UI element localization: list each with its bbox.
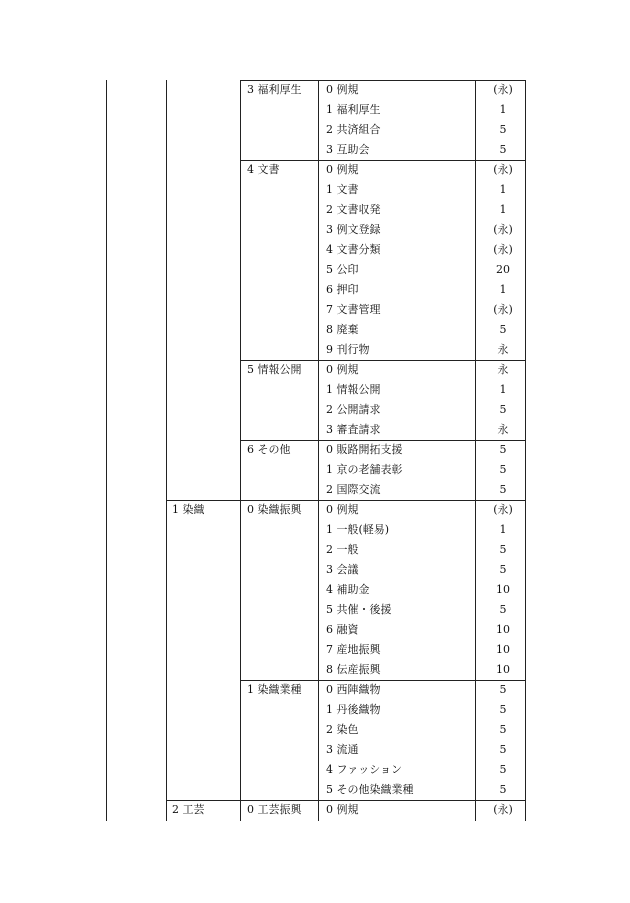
retention-cell: 5 xyxy=(499,763,507,776)
item-cell: 1 文書 xyxy=(326,183,359,196)
item-cell: 4 ファッション xyxy=(326,763,403,776)
retention-cell: 5 xyxy=(499,543,507,556)
retention-cell: 5 xyxy=(499,603,507,616)
retention-cell: (永) xyxy=(493,83,513,96)
retention-cell: (永) xyxy=(493,243,513,256)
retention-cell: 5 xyxy=(499,743,507,756)
col-line-cat xyxy=(240,80,241,821)
item-cell: 1 京の老舗表彰 xyxy=(326,463,403,476)
retention-cell: 永 xyxy=(497,343,509,356)
col-line-item xyxy=(475,80,476,821)
retention-cell: 5 xyxy=(499,443,507,456)
item-cell: 3 流通 xyxy=(326,743,359,756)
retention-cell: 1 xyxy=(499,383,507,396)
retention-cell: 10 xyxy=(496,623,510,636)
retention-cell: 1 xyxy=(499,183,507,196)
retention-cell: 5 xyxy=(499,123,507,136)
item-cell: 4 文書分類 xyxy=(326,243,381,256)
retention-cell: (永) xyxy=(493,223,513,236)
item-cell: 2 共済組合 xyxy=(326,123,381,136)
retention-cell: 10 xyxy=(496,663,510,676)
item-cell: 5 公印 xyxy=(326,263,359,276)
subcategory-cell: 1 染織業種 xyxy=(247,683,302,696)
item-cell: 5 その他染織業種 xyxy=(326,783,414,796)
retention-cell: (永) xyxy=(493,303,513,316)
item-cell: 0 西陣織物 xyxy=(326,683,381,696)
item-cell: 2 染色 xyxy=(326,723,359,736)
item-cell: 1 一般(軽易) xyxy=(326,523,390,536)
retention-cell: 5 xyxy=(499,323,507,336)
item-cell: 3 例文登録 xyxy=(326,223,381,236)
category-cell: 1 染織 xyxy=(172,503,205,516)
retention-cell: 5 xyxy=(499,703,507,716)
item-cell: 0 販路開拓支援 xyxy=(326,443,403,456)
item-cell: 6 押印 xyxy=(326,283,359,296)
item-cell: 1 丹後織物 xyxy=(326,703,381,716)
retention-cell: 5 xyxy=(499,563,507,576)
col-line-outer-2 xyxy=(166,80,167,821)
retention-cell: 1 xyxy=(499,203,507,216)
item-cell: 2 公開請求 xyxy=(326,403,381,416)
item-cell: 0 例規 xyxy=(326,83,359,96)
item-cell: 7 産地振興 xyxy=(326,643,381,656)
item-cell: 7 文書管理 xyxy=(326,303,381,316)
retention-cell: 10 xyxy=(496,643,510,656)
item-cell: 3 審査請求 xyxy=(326,423,381,436)
col-line-sub xyxy=(318,80,319,821)
item-cell: 8 廃棄 xyxy=(326,323,359,336)
subcategory-cell: 0 染織振興 xyxy=(247,503,302,516)
retention-cell: 1 xyxy=(499,103,507,116)
item-cell: 0 例規 xyxy=(326,503,359,516)
retention-cell: 5 xyxy=(499,143,507,156)
retention-cell: 5 xyxy=(499,683,507,696)
retention-cell: 5 xyxy=(499,723,507,736)
item-cell: 3 会議 xyxy=(326,563,359,576)
subcategory-cell: 4 文書 xyxy=(247,163,280,176)
retention-cell: 10 xyxy=(496,583,510,596)
item-cell: 2 文書収発 xyxy=(326,203,381,216)
item-cell: 6 融資 xyxy=(326,623,359,636)
retention-cell: 1 xyxy=(499,523,507,536)
retention-cell: 1 xyxy=(499,283,507,296)
item-cell: 5 共催・後援 xyxy=(326,603,392,616)
item-cell: 8 伝産振興 xyxy=(326,663,381,676)
item-cell: 2 一般 xyxy=(326,543,359,556)
item-cell: 1 情報公開 xyxy=(326,383,381,396)
retention-cell: 5 xyxy=(499,463,507,476)
retention-cell: 5 xyxy=(499,483,507,496)
retention-cell: (永) xyxy=(493,163,513,176)
retention-cell: 5 xyxy=(499,403,507,416)
subcategory-cell: 6 その他 xyxy=(247,443,291,456)
retention-cell: 20 xyxy=(496,263,510,276)
subcategory-cell: 5 情報公開 xyxy=(247,363,302,376)
item-cell: 9 刊行物 xyxy=(326,343,370,356)
item-cell: 4 補助金 xyxy=(326,583,370,596)
col-line-outer-1 xyxy=(106,80,107,821)
item-cell: 2 国際交流 xyxy=(326,483,381,496)
item-cell: 0 例規 xyxy=(326,163,359,176)
retention-cell: (永) xyxy=(493,503,513,516)
retention-cell: (永) xyxy=(493,803,513,816)
retention-cell: 永 xyxy=(497,363,509,376)
item-cell: 1 福利厚生 xyxy=(326,103,381,116)
col-line-right xyxy=(525,80,526,821)
category-cell: 2 工芸 xyxy=(172,803,205,816)
item-cell: 3 互助会 xyxy=(326,143,370,156)
subcategory-cell: 0 工芸振興 xyxy=(247,803,302,816)
item-cell: 0 例規 xyxy=(326,363,359,376)
retention-cell: 永 xyxy=(497,423,509,436)
subcategory-cell: 3 福利厚生 xyxy=(247,83,302,96)
item-cell: 0 例規 xyxy=(326,803,359,816)
retention-cell: 5 xyxy=(499,783,507,796)
